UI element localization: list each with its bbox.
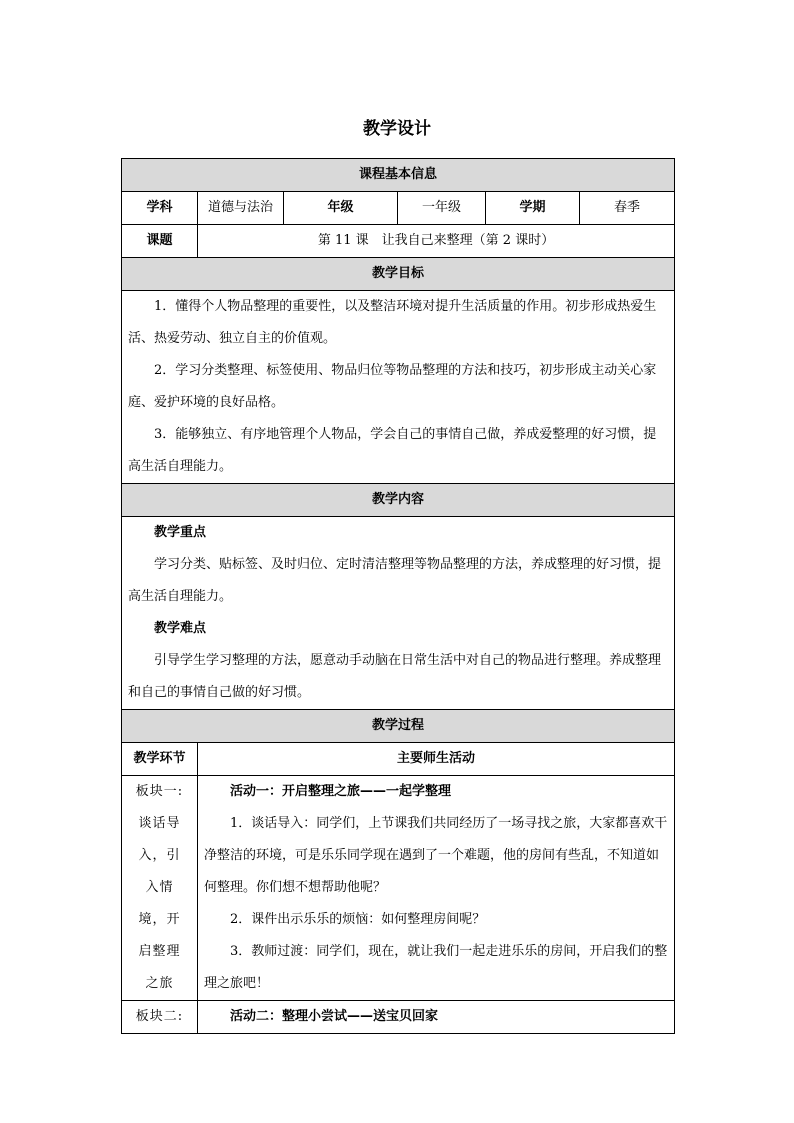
basic-info-header-row [122, 159, 675, 192]
subject-value: 道德与法治 [198, 192, 284, 225]
objectives-header-row [122, 258, 675, 291]
block1-activities [198, 776, 675, 1001]
objective-item: 1．懂得个人物品整理的重要性，以及整洁环境对提升生活质量的作用。初步形成热爱生活、热爱劳动、独立自主的价值观。 [128, 299, 657, 346]
block1-label-line: 板块一: [135, 784, 184, 799]
activity2-title: 活动二：整理小尝试——送宝贝回家 [230, 1009, 439, 1024]
objectives-row [122, 291, 675, 484]
content-cell [122, 517, 675, 710]
block1-label [122, 776, 198, 1001]
subject-label: 学科 [122, 192, 198, 225]
process-columns-row [122, 743, 675, 776]
topic-row [122, 225, 675, 258]
process-col-stage: 教学环节 [122, 743, 198, 776]
basic-info-row [122, 192, 675, 225]
block1-label-line: 谈话导 [138, 816, 181, 831]
block1-label-line: 境，开 [138, 912, 181, 927]
difficulty-label: 教学难点 [154, 621, 207, 636]
block1-label-line: 入，引 [138, 848, 181, 863]
content-row [122, 517, 675, 710]
process-block2-row [122, 1001, 675, 1034]
key-point-text: 学习分类、贴标签、及时归位、定时清洁整理等物品整理的方法，养成整理的好习惯，提高生活自理能力。 [128, 557, 662, 604]
difficulty-text: 引导学生学习整理的方法，愿意动手动脑在日常生活中对自己的物品进行整理。养成整理和自己的事情自己做的好习惯。 [128, 653, 662, 700]
grade-value: 一年级 [398, 192, 486, 225]
content-header-row [122, 484, 675, 517]
block1-label-line: 入情 [145, 880, 174, 895]
objectives-cell [122, 291, 675, 484]
process-block1-row [122, 776, 675, 1001]
page-title: 教学设计 [363, 119, 431, 139]
process-header-row [122, 710, 675, 743]
key-point-label: 教学重点 [154, 525, 207, 540]
basic-info-header: 课程基本信息 [122, 159, 675, 192]
lesson-plan-table [121, 158, 675, 1034]
objectives-header: 教学目标 [122, 258, 675, 291]
block1-label-line: 启整理 [138, 944, 181, 959]
term-value: 春季 [580, 192, 675, 225]
activity1-para: 3．教师过渡：同学们，现在，就让我们一起走进乐乐的房间，开启我们的整理之旅吧！ [204, 944, 668, 991]
block2-activities [198, 1001, 675, 1034]
grade-label: 年级 [284, 192, 398, 225]
process-header: 教学过程 [122, 710, 675, 743]
block1-label-line: 之旅 [145, 976, 174, 991]
topic-value: 第 11 课 让我自己来整理（第 2 课时） [198, 225, 675, 258]
topic-label: 课题 [122, 225, 198, 258]
objective-item: 3．能够独立、有序地管理个人物品，学会自己的事情自己做，养成爱整理的好习惯，提高生活自理能力。 [128, 427, 657, 474]
block2-label: 板块二: [122, 1001, 198, 1034]
content-header: 教学内容 [122, 484, 675, 517]
activity1-para: 2．课件出示乐乐的烦恼：如何整理房间呢？ [230, 912, 486, 927]
term-label: 学期 [486, 192, 580, 225]
activity1-title: 活动一：开启整理之旅——一起学整理 [230, 784, 452, 799]
activity1-para: 1．谈话导入：同学们，上节课我们共同经历了一场寻找之旅，大家都喜欢干净整洁的环境，可是乐乐同学现在遇到了一个难题，他的房间有些乱，不知道如何整理。你们想不想帮助他呢？ [204, 816, 668, 895]
process-col-activities: 主要师生活动 [198, 743, 675, 776]
objective-item: 2．学习分类整理、标签使用、物品归位等物品整理的方法和技巧，初步形成主动关心家庭、爱护环境的良好品格。 [128, 363, 657, 410]
